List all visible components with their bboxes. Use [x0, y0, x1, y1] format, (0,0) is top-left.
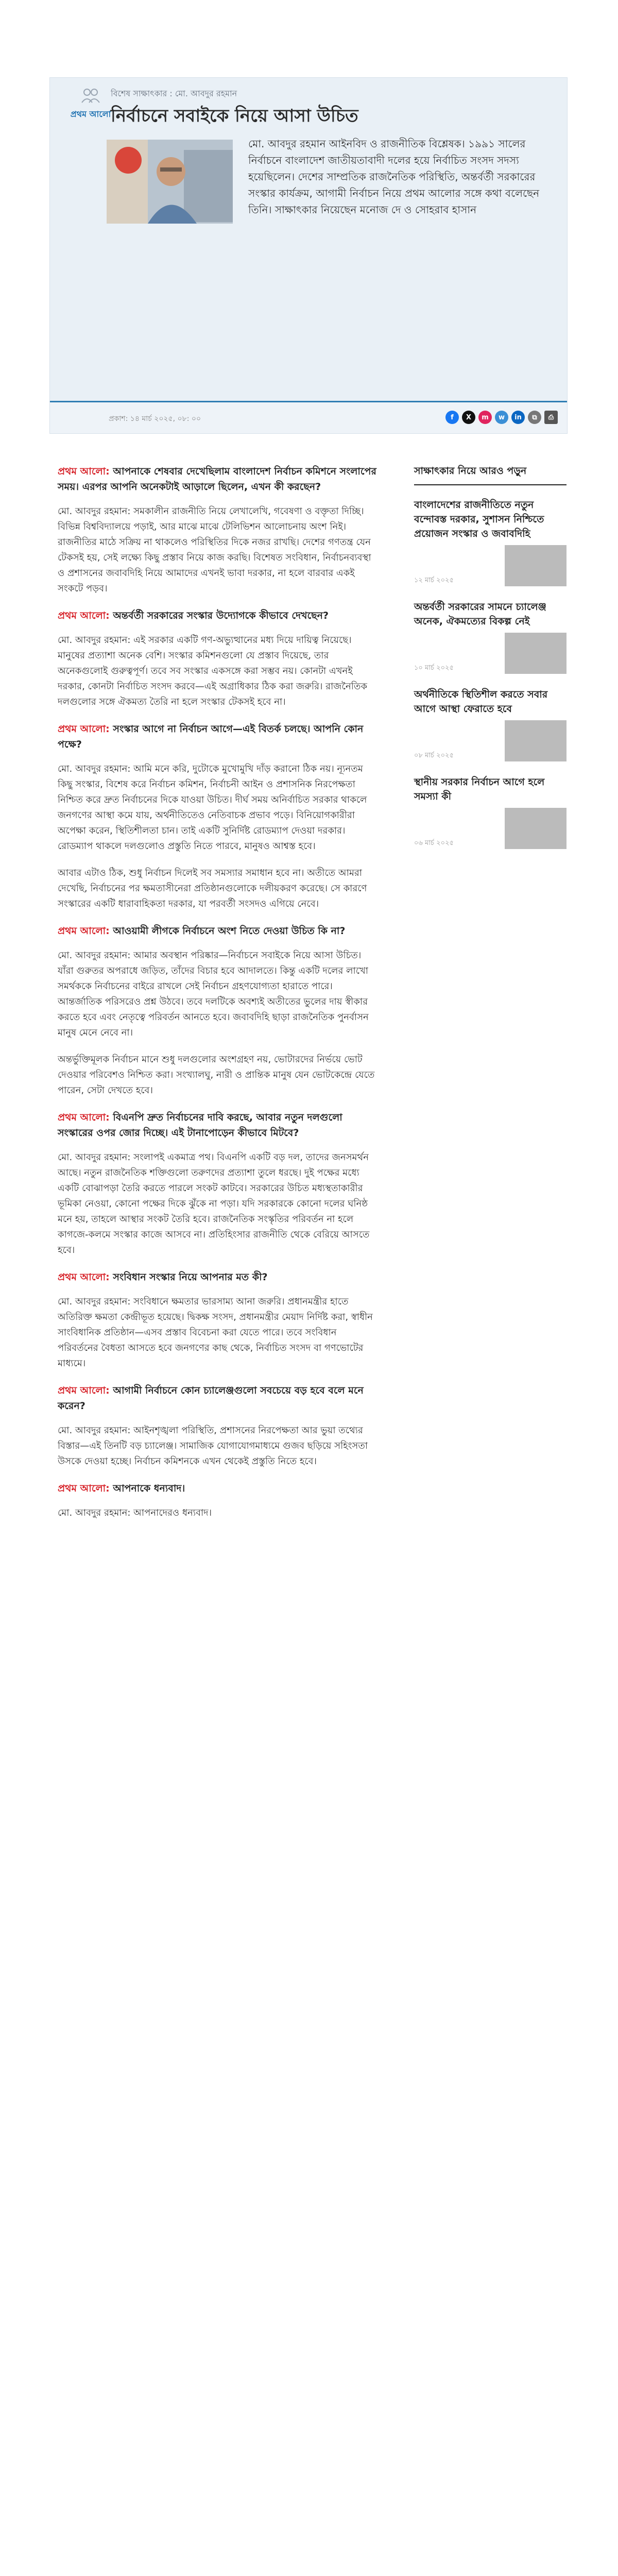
answer-paragraph: মো. আবদুর রহমান: এই সরকার একটি গণ-অভ্যুত্থানের মধ্য দিয়ে দায়িত্ব নিয়েছে। মানুষের প্রত্যাশা অনেক বেশি। সংস্কার কমিশনগুলো যে প্রস্তাব দিয়েছে, তার অনেকগুলোই গুরুত্বপূর্ণ। তবে সব সংস্কার একসঙ্গে করা সম্ভব নয়। কোনটা এখনই দরকার, কোনটা নির্বাচিত সংসদ করবে—এই অগ্রাধিকার ঠিক করা জরুরি। রাজনৈতিক দলগুলোর সঙ্গে ঐকমত্য তৈরি না হলে সংস্কার টেকসই হবে না। — [58, 635, 367, 707]
card-row — [414, 687, 566, 716]
question: প্রথম আলো: অন্তর্বর্তী সরকারের সংস্কার উদ্যোগকে কীভাবে দেখছেন? — [58, 610, 329, 621]
card-title: বাংলাদেশের রাজনীতিতে নতুন বন্দোবস্ত দরকার, সুশাসন নিশ্চিতে প্রয়োজন সংস্কার ও জবাবদিহি — [414, 499, 544, 539]
related-card[interactable] — [414, 687, 566, 761]
answer-paragraph: মো. আবদুর রহমান: সংলাপই একমাত্র পথ। বিএনপি একটি বড় দল, তাদের জনসমর্থন আছে। নতুন রাজনৈতিক শক্তিগুলো তরুণদের প্রত্যাশা তুলে ধরছে। দুই পক্ষের মধ্যে একটি বোঝাপড়া তৈরি করতে পারলে সংকট কাটবে। সরকারের উচিত মধ্যস্থতাকারীর ভূমিকা নেওয়া, কোনো পক্ষের দিকে ঝুঁকে না পড়া। যদি সরকারকে কোনো দলের ঘনিষ্ঠ মনে হয়, তাহলে আস্থার সংকট তৈরি হবে। রাজনৈতিক সংস্কৃতির পরিবর্তন না হলে কাগজে-কলমে সংস্কার কাজে আসবে না। প্রতিহিংসার রাজনীতি থেকে বেরিয়ে আসতে হবে। — [58, 1152, 370, 1256]
card-thumbnail — [505, 808, 566, 849]
card-meta-row — [414, 541, 566, 586]
question-speaker: প্রথম আলো: — [58, 610, 110, 621]
question-speaker: প্রথম আলো: — [58, 925, 110, 937]
sidebar-heading: সাক্ষাৎকার নিয়ে আরও পড়ুন — [414, 464, 566, 485]
card-meta-row — [414, 716, 566, 761]
related-card[interactable] — [414, 498, 566, 586]
x-icon[interactable]: X — [462, 411, 475, 424]
answer-paragraph: মো. আবদুর রহমান: আপনাদেরও ধন্যবাদ। — [58, 1507, 212, 1518]
question: প্রথম আলো: সংবিধান সংস্কার নিয়ে আপনার মত কী? — [58, 1272, 268, 1283]
question: প্রথম আলো: সংস্কার আগে না নির্বাচন আগে—এই বিতর্ক চলছে। আপনি কোন পক্ষে? — [58, 723, 364, 750]
article-body — [58, 464, 377, 1532]
answer-paragraph: মো. আবদুর রহমান: আমি মনে করি, দুটোকে মুখোমুখি দাঁড় করানো ঠিক নয়। ন্যূনতম কিছু সংস্কার, বিশেষ করে নির্বাচন কমিশন, নির্বাচনী আইন ও প্রশাসনিক নিরপেক্ষতা নিশ্চিত করে দ্রুত নির্বাচনের দিকে যাওয়া উচিত। দীর্ঘ সময় অনির্বাচিত সরকার থাকলে জনগণের আস্থা কমে যায়, অর্থনীতিতেও নেতিবাচক প্রভাব পড়ে। বিনিয়োগকারীরা অপেক্ষা করেন, স্থিতিশীলতা চান। তাই একটি সুনির্দিষ্ট রোডম্যাপ দেওয়া দরকার। রোডম্যাপ থাকলে দলগুলোও প্রস্তুতি নিতে পারবে, মানুষও আশ্বস্ত হবে। — [58, 764, 367, 852]
card-row — [414, 775, 566, 804]
related-list — [414, 498, 566, 849]
answer-paragraph: মো. আবদুর রহমান: সংবিধানে ক্ষমতার ভারসাম্য আনা জরুরি। প্রধানমন্ত্রীর হাতে অতিরিক্ত ক্ষমতা কেন্দ্রীভূত হয়েছে। দ্বিকক্ষ সংসদ, প্রধানমন্ত্রীর মেয়াদ নির্দিষ্ট করা, স্বাধীন সাংবিধানিক প্রতিষ্ঠান—এসব প্রস্তাব বিবেচনা করা যেতে পারে। তবে সংবিধান পরিবর্তনের বৈধতা আসতে হবে জনগণের কাছ থেকে, নির্বাচিত সংসদ বা গণভোটের মাধ্যমে। — [58, 1296, 373, 1369]
copy-link-icon[interactable]: ⧉ — [528, 411, 541, 424]
related-card[interactable] — [414, 775, 566, 849]
whatsapp-icon[interactable]: w — [495, 411, 508, 424]
card-thumbnail — [505, 720, 566, 761]
card-row — [414, 600, 566, 629]
card-time: ১২ মার্চ ২০২৫ — [414, 577, 454, 584]
question: প্রথম আলো: আওয়ামী লীগকে নির্বাচনে অংশ নিতে দেওয়া উচিত কি না? — [58, 925, 346, 937]
card-time: ১০ মার্চ ২০২৫ — [414, 664, 454, 672]
print-icon[interactable]: ⎙ — [544, 411, 558, 424]
linkedin-icon[interactable]: in — [511, 411, 525, 424]
publish-time: প্রকাশ: ১৪ মার্চ ২০২৫, ০৮: ০০ — [109, 415, 201, 423]
article-lead: মো. আবদুর রহমান আইনবিদ ও রাজনীতিক বিশ্লেষক। ১৯৯১ সালের নির্বাচনে বাংলাদেশ জাতীয়তাবাদী দলের হয়ে নির্বাচিত সংসদ সদস্য হয়েছিলেন। দেশের সাম্প্রতিক রাজনৈতিক পরিস্থিতি, অন্তর্বর্তী সরকারের সংস্কার কার্যক্রম, আগামী নির্বাচন নিয়ে প্রথম আলোর সঙ্গে কথা বলেছেন তিনি। সাক্ষাৎকার নিয়েছেন মনোজ দে ও সোহরাব হাসান — [248, 138, 540, 216]
brand-name[interactable]: প্রথম আলো — [70, 109, 111, 119]
question: প্রথম আলো: আগামী নির্বাচনে কোন চ্যালেঞ্জগুলো সবচেয়ে বড় হবে বলে মনে করেন? — [58, 1385, 364, 1412]
answer-paragraph: আবার এটাও ঠিক, শুধু নির্বাচন দিলেই সব সমস্যার সমাধান হবে না। অতীতে আমরা দেখেছি, নির্বাচনের পর ক্ষমতাসীনেরা প্রতিষ্ঠানগুলোকে দলীয়করণ করেছে। সে কারণে সংস্কারের একটি ধারাবাহিকতা দরকার, যা পরবর্তী সংসদও এগিয়ে নেবে। — [58, 868, 367, 909]
question-speaker: প্রথম আলো: — [58, 466, 110, 477]
interviewee-photo — [107, 140, 233, 224]
card-title: অন্তর্বর্তী সরকারের সামনে চ্যালেঞ্জ অনেক, ঐকমত্যের বিকল্প নেই — [414, 601, 546, 627]
series-label: বিশেষ সাক্ষাৎকার : মো. আবদুর রহমান — [111, 89, 237, 98]
question: প্রথম আলো: আপনাকে শেষবার দেখেছিলাম বাংলাদেশ নির্বাচন কমিশনে সংলাপের সময়। এরপর আপনি অনেকটাই আড়ালে ছিলেন, এখন কী করছেন? — [58, 466, 376, 493]
related-card[interactable] — [414, 600, 566, 674]
question-speaker: প্রথম আলো: — [58, 1112, 110, 1123]
interview-people-icon — [80, 87, 101, 105]
answer-paragraph: মো. আবদুর রহমান: আইনশৃঙ্খলা পরিস্থিতি, প্রশাসনের নিরপেক্ষতা আর ভুয়া তথ্যের বিস্তার—এই তিনটি বড় চ্যালেঞ্জ। সামাজিক যোগাযোগমাধ্যমে গুজব ছড়িয়ে সহিংসতা উসকে দেওয়া হচ্ছে। নির্বাচন কমিশনকে এখন থেকেই প্রস্তুতি নিতে হবে। — [58, 1425, 368, 1467]
card-thumbnail — [505, 545, 566, 586]
related-sidebar — [414, 464, 566, 862]
question: প্রথম আলো: বিএনপি দ্রুত নির্বাচনের দাবি করছে, আবার নতুন দলগুলো সংস্কারের ওপর জোর দিচ্ছে। এই টানাপোড়েন কীভাবে মিটবে? — [58, 1112, 342, 1139]
card-row — [414, 498, 566, 541]
answer-paragraph: অন্তর্ভুক্তিমূলক নির্বাচন মানে শুধু দলগুলোর অংশগ্রহণ নয়, ভোটারদের নির্ভয়ে ভোট দেওয়ার পরিবেশও নিশ্চিত করা। সংখ্যালঘু, নারী ও প্রান্তিক মানুষ যেন ভোটকেন্দ্রে যেতে পারেন, সেটা দেখতে হবে। — [58, 1054, 375, 1096]
page-title: নির্বাচনে সবাইকে নিয়ে আসা উচিত — [111, 106, 358, 126]
byline-bar — [50, 401, 567, 433]
question-speaker: প্রথম আলো: — [58, 1483, 110, 1494]
card-thumbnail — [505, 633, 566, 674]
question-speaker: প্রথম আলো: — [58, 723, 110, 735]
card-meta-row — [414, 629, 566, 674]
card-title: অর্থনীতিকে স্থিতিশীল করতে সবার আগে আস্থা ফেরাতে হবে — [414, 689, 548, 715]
facebook-icon[interactable]: f — [445, 411, 459, 424]
question-speaker: প্রথম আলো: — [58, 1272, 110, 1283]
article-header-card — [49, 77, 568, 434]
card-title: স্থানীয় সরকার নির্বাচন আগে হলে সমস্যা কী — [414, 776, 545, 802]
answer-paragraph: মো. আবদুর রহমান: আমার অবস্থান পরিষ্কার—নির্বাচনে সবাইকে নিয়ে আসা উচিত। যাঁরা গুরুতর অপরাধে জড়িত, তাঁদের বিচার হবে আদালতে। কিন্তু একটি দলের লাখো সমর্থককে নির্বাচনের বাইরে রাখলে সেই নির্বাচন গ্রহণযোগ্যতা হারাতে পারে। আন্তর্জাতিক পরিসরেও প্রশ্ন উঠবে। তবে দলটিকে অবশ্যই অতীতের ভুলের দায় স্বীকার করতে হবে এবং নেতৃত্বে পরিবর্তন আনতে হবে। জবাবদিহি ছাড়া রাজনৈতিক পুনর্বাসন মানুষ মেনে নেবে না। — [58, 950, 369, 1038]
question: প্রথম আলো: আপনাকে ধন্যবাদ। — [58, 1483, 185, 1494]
messenger-icon[interactable]: m — [478, 411, 492, 424]
card-time: ০৮ মার্চ ২০২৫ — [414, 752, 454, 759]
question-speaker: প্রথম আলো: — [58, 1385, 110, 1396]
interviewee-photo-graphic — [107, 140, 233, 224]
card-meta-row — [414, 804, 566, 849]
share-buttons — [445, 411, 558, 424]
top-whitespace — [0, 0, 618, 77]
answer-paragraph: মো. আবদুর রহমান: সমকালীন রাজনীতি নিয়ে লেখালেখি, গবেষণা ও বক্তৃতা দিচ্ছি। বিভিন্ন বিশ্ববিদ্যালয়ে পড়াই, আর মাঝে মাঝে টেলিভিশন আলোচনায় অংশ নিই। রাজনীতির মাঠে সক্রিয় না থাকলেও পরিস্থিতির দিকে নজর রাখছি। দেশের গণতন্ত্র যেন টেকসই হয়, সেই লক্ষ্যে কিছু প্রস্তাব নিয়ে কাজ করছি। বিশেষত সংবিধান, নির্বাচনব্যবস্থা ও প্রশাসনের জবাবদিহি নিয়ে আমাদের এখনই ভাবা দরকার, না হলে বারবার একই সংকটে পড়ব। — [58, 506, 371, 594]
card-time: ০৬ মার্চ ২০২৫ — [414, 839, 454, 847]
